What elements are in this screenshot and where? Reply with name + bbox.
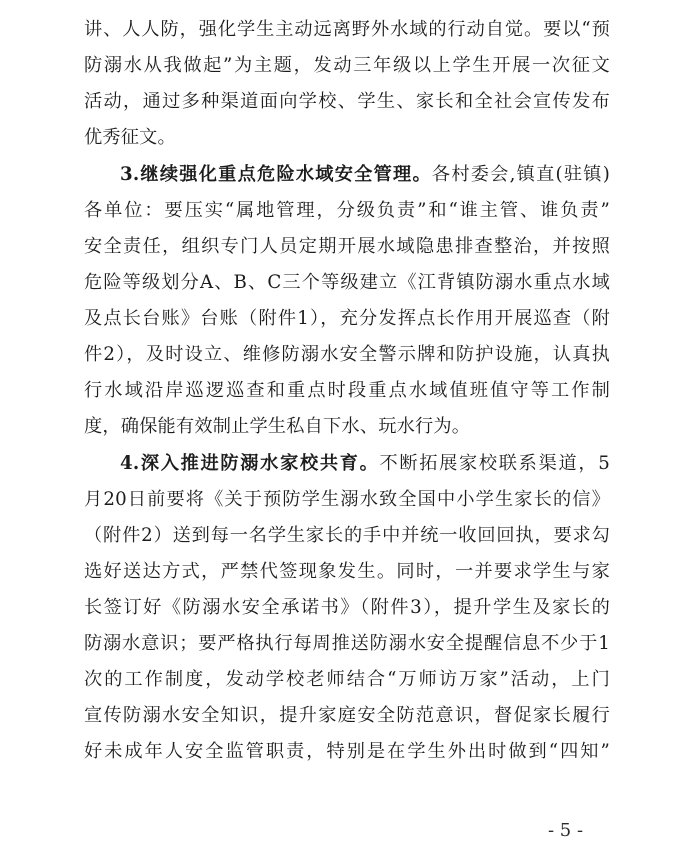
text-line: 活动，通过多种渠道面向学校、学生、家长和全社会宣传发布 (84, 91, 610, 112)
text-line: 件2），及时设立、维修防溺水安全警示牌和防护设施，认真执 (84, 344, 610, 365)
text-line: 防溺水从我做起”为主题，发动三年级以上学生开展一次征文 (84, 55, 610, 76)
text-line: 选好送达方式，严禁代签现象发生。同时，一并要求学生与家 (84, 561, 610, 582)
text-line: 防溺水意识；要严格执行每周推送防溺水安全提醒信息不少于1 (84, 633, 610, 654)
text-line: 宣传防溺水安全知识，提升家庭安全防范意识，督促家长履行 (84, 705, 610, 726)
text-line: （附件2）送到每一名学生家长的手中并统一收回回执，要求勾 (84, 525, 610, 546)
text-line: 长签订好《防溺水安全承诺书》（附件3），提升学生及家长的 (84, 597, 610, 618)
paragraph-first-line (120, 446, 610, 482)
text-line: 好未成年人安全监管职责，特别是在学生外出时做到“四知” (84, 741, 610, 762)
text-line: 各单位：要压实“属地管理，分级负责”和“谁主管、谁负责” (84, 200, 610, 221)
text-run: 不断拓展家校联系渠道，5 (379, 453, 610, 474)
paragraph-first-line (120, 157, 610, 193)
text-run: 各村委会,镇直(驻镇) (431, 164, 610, 185)
text-line: 月20日前要将《关于预防学生溺水致全国中小学生家长的信》 (84, 489, 610, 510)
page-number: - 5 - (548, 820, 584, 841)
section-heading: 4.深入推进防溺水家校共育。 (120, 453, 380, 474)
text-line: 安全责任，组织专门人员定期开展水域隐患排查整治，并按照 (84, 236, 610, 257)
text-line: 行水域沿岸巡逻巡查和重点时段重点水域值班值守等工作制 (84, 380, 610, 401)
section-heading: 3.继续强化重点危险水域安全管理。 (120, 164, 432, 185)
text-line: 优秀征文。 (84, 127, 176, 148)
text-line: 及点长台账》台账（附件1），充分发挥点长作用开展巡查（附 (84, 308, 610, 329)
text-line: 危险等级划分A、B、C三个等级建立《江背镇防溺水重点水域 (84, 272, 610, 293)
text-line: 次的工作制度，发动学校老师结合“万师访万家”活动，上门 (84, 669, 610, 690)
text-line: 度，确保能有效制止学生私自下水、玩水行为。 (84, 416, 471, 437)
text-line: 讲、人人防，强化学生主动远离野外水域的行动自觉。要以“预 (84, 19, 610, 40)
